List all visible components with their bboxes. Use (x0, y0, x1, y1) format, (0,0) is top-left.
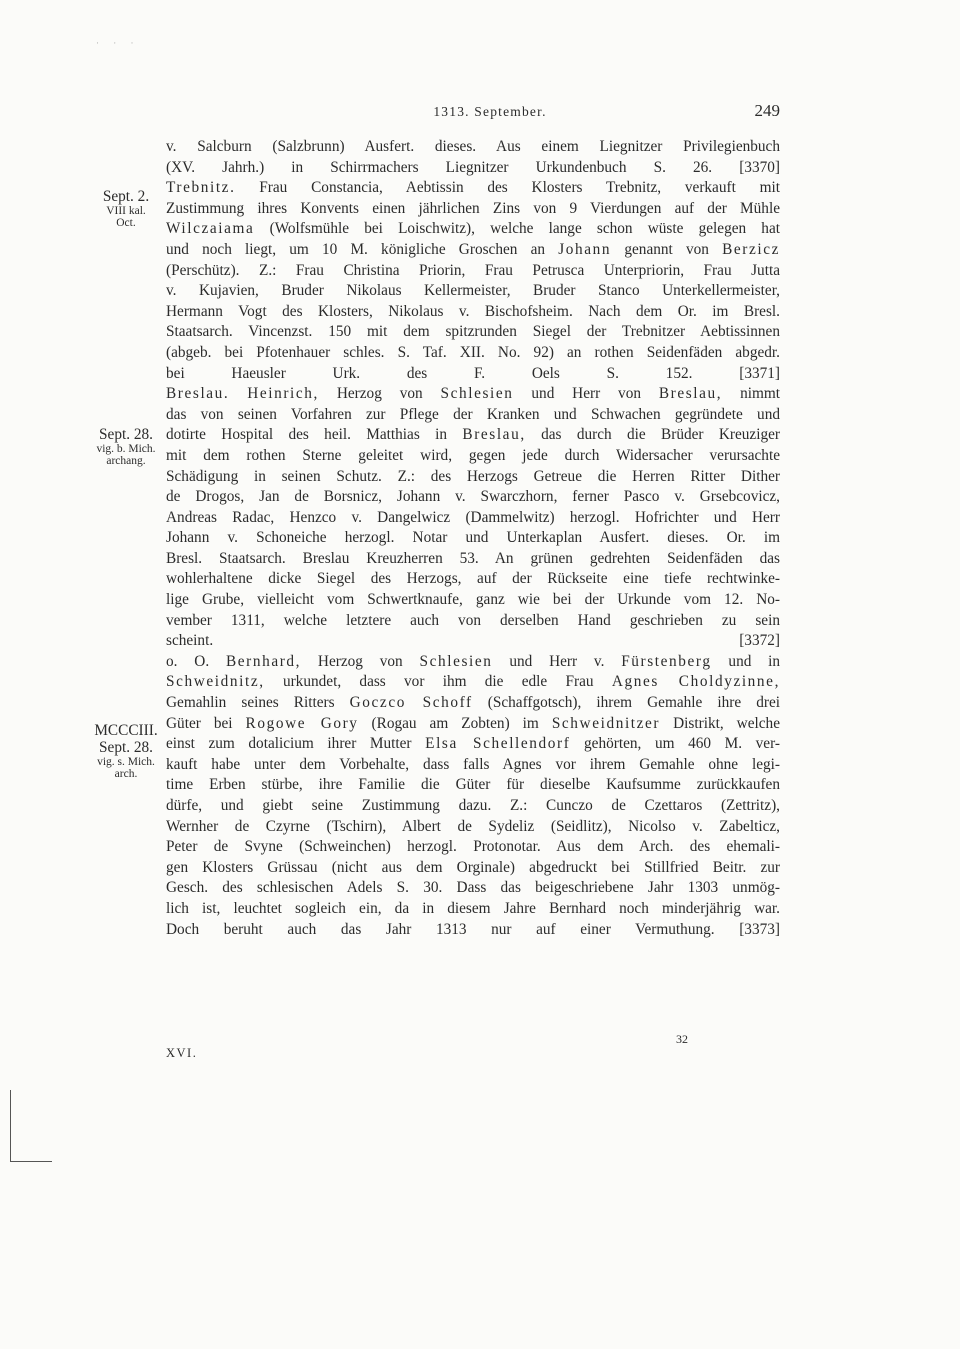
text-segment: Herzog von (317, 652, 403, 670)
entry-number: [3372] (739, 632, 780, 650)
place-name: Fürstenberg (621, 652, 712, 670)
margin-note-sept-2 (90, 188, 162, 229)
text-segment: Gemahlin seines Ritters (166, 694, 335, 712)
text-segment: (Rogau am Zobten) im (371, 714, 539, 732)
text-line (166, 734, 780, 755)
person-name: Johann (558, 240, 612, 258)
text-line (166, 672, 780, 693)
text-segment: und Herr von (531, 385, 641, 403)
text-line: Bresl. Staatsarch. Breslau Kreuzherren 53. An grünen gedrehten Seidenfäden das (166, 549, 780, 567)
person-name: Agnes Choldyzinne, (611, 673, 780, 691)
text-line (166, 178, 780, 199)
place-name: Rogowe Gory (245, 714, 359, 732)
text-segment: (XV. Jahrh.) in Schirrmachers Liegnitzer Urkundenbuch S. 26. (166, 158, 713, 176)
text-segment: das durch die Brüder Kreuziger (541, 426, 780, 444)
entry-3373 (166, 652, 780, 940)
running-title: 1313. September. (433, 104, 547, 119)
place-name: Schlesien (419, 652, 493, 670)
text-segment: Güter bei (166, 714, 233, 732)
person-name: Heinrich, (247, 385, 319, 403)
margin-note-sub: arch. (114, 768, 138, 780)
text-line: v. Kujavien, Bruder Nikolaus Kellermeister, Bruder Stanco Unterkellermeister, (166, 282, 780, 300)
margin-note-sub: VIII kal. (106, 205, 146, 217)
margin-note-mccciii (90, 722, 162, 780)
text-line: v. Salcburn (Salzbrunn) Ausfert. dieses. Aus einem Liegnitzer Privilegienbuch (166, 138, 780, 155)
text-line: mit dem rothen Sterne geleitet wird, gegen jede durch Widersacher verursachte (166, 446, 780, 464)
text-segment: scheint. (166, 632, 214, 650)
text-line: Zustimmung ihres Konvents einen jährlichen Zins von 9 Vierdungen auf der Mühle (166, 199, 780, 217)
text-segment: und Herr v. (509, 652, 605, 670)
text-line: kauft habe unter dem Vorbehalte, dass falls Agnes vor ihrem Gemahle ohne legi- (166, 755, 780, 773)
text-line (166, 240, 780, 261)
margin-note-sub: vig. s. Mich. (97, 756, 155, 768)
text-segment: dotirte Hospital des heil. Matthias in (166, 426, 448, 444)
text-segment: (Schaffgotsch), ihrem Gemahle ihre drei (487, 694, 780, 712)
margin-note-sub: Oct. (116, 217, 136, 229)
entry-3372 (166, 384, 780, 652)
text-line (166, 693, 780, 714)
margin-note-date: Sept. 28. (99, 739, 153, 756)
margin-rule-horizontal (10, 1161, 52, 1162)
text-line (166, 219, 780, 240)
text-segment: (Wolfsmühle bei Loischwitz), welche lange schon wüste gelegen hat (269, 220, 780, 238)
body-text (166, 137, 780, 940)
person-name: Elsa Schellendorf (425, 735, 571, 753)
text-line (166, 364, 780, 385)
text-line: Peter de Svyne (Schweinchen) herzogl. Protonotar. Aus dem Arch. des ehemali- (166, 838, 780, 856)
margin-specks: · · · (96, 38, 140, 48)
place-name: Breslau. (166, 385, 230, 403)
entry-3370 (166, 137, 780, 178)
text-segment: einst zum dotalicium ihrer Mutter (166, 735, 412, 753)
text-line: time Erben stürbe, ihre Familie die Güter für dieselbe Kaufsumme zurückkaufen (166, 776, 780, 794)
text-segment: Frau Constancia, Aebtissin des Klosters Trebnitz, verkauft mit (259, 179, 781, 197)
entry-3371 (166, 178, 780, 384)
place-name: Schlesien (440, 385, 514, 403)
text-segment: nimmt (740, 385, 781, 403)
place-name: Breslau, (658, 385, 723, 403)
text-line: (abgeb. bei Pfotenhauer schles. S. Taf. XII. No. 92) an rothen Seidenfäden abgedr. (166, 343, 780, 361)
text-line: Hermann Vogt des Klosters, Nikolaus v. Bischofsheim. Nach dem Or. im Bresl. (166, 302, 780, 320)
margin-note-sub: archang. (106, 455, 146, 467)
person-name: Bernhard, (225, 652, 302, 670)
text-segment: gehörten, um 460 M. ver- (584, 735, 780, 753)
margin-note-sub: vig. b. Mich. (96, 443, 156, 455)
text-segment: genannt von (624, 240, 709, 258)
place-name: Wilczaiama (166, 220, 255, 238)
text-line (166, 714, 780, 735)
text-line: Gesch. des schlesischen Adels S. 30. Dass das beigeschriebene Jahr 1303 unmög- (166, 879, 780, 897)
sheet-number: 32 (676, 1032, 688, 1046)
margin-note-sept-28 (90, 426, 162, 467)
text-segment: und in (728, 652, 781, 670)
place-name: Schweidnitz, (166, 673, 265, 691)
person-name: Goczco Schoff (349, 694, 473, 712)
text-line: Wernher de Czyrne (Tschirn), Albert de Sydeliz (Seidlitz), Nicolso v. Zabelticz, (166, 817, 780, 835)
text-line: dürfe, und giebt seine Zustimmung dazu. Z.: Cunczo de Czettaros (Zettritz), (166, 797, 780, 814)
place-name: o. O. (166, 652, 210, 670)
entry-number: [3373] (739, 920, 780, 938)
page-number: 249 (754, 101, 780, 120)
place-name: Trebnitz. (166, 179, 236, 197)
place-name: Berzicz (722, 240, 781, 258)
text-line (166, 158, 780, 179)
text-line: (Perschütz). Z.: Frau Christina Priorin, Frau Petrusca Unterpriorin, Frau Jutta (166, 261, 780, 279)
place-name: Schweidnitzer (551, 714, 661, 732)
text-line (166, 652, 780, 673)
text-line (166, 631, 780, 652)
margin-rule-vertical (10, 1090, 11, 1162)
text-line: de Drogos, Jan de Borsnicz, Johann v. Swarczhorn, ferner Pasco v. Grsebcovicz, (166, 488, 780, 506)
text-line: lich ist, leuchtet sogleich ein, da in diesem Jahre Bernhard noch minderjährig war. (166, 899, 780, 917)
entry-number: [3370] (739, 158, 780, 176)
text-line: vember 1311, welche letztere auch von derselben Hand geschrieben zu sein (166, 611, 780, 629)
text-segment: urkundet, dass vor ihm die edle Frau (282, 673, 594, 691)
text-line (166, 920, 780, 941)
text-line: Johann v. Schoneiche herzogl. Notar und Unterkaplan Ausfert. dieses. Or. im (166, 529, 780, 547)
text-line: Staatsarch. Vincenzst. 150 mit dem spitzrunden Siegel der Trebnitzer Aebtissinnen (166, 323, 780, 341)
text-line: Andreas Radac, Henzco v. Dangelwicz (Dammelwitz) herzogl. Hofrichter und Herr (166, 508, 780, 526)
text-line: gen Klosters Grüssau (nicht aus dem Orginale) abgedruckt bei Stillfried Beitr. zur (166, 858, 780, 876)
text-segment: Distrikt, welche (673, 714, 780, 732)
text-segment: und noch liegt, um 10 M. königliche Groschen an (166, 240, 546, 258)
text-line (166, 425, 780, 446)
margin-note-year: MCCCIII. (94, 722, 158, 739)
text-line: das von seinen Vorfahren zur Pflege der Kranken und Schwachen gegründete und (166, 405, 780, 423)
entry-number: [3371] (739, 364, 781, 382)
text-segment: bei Haeusler Urk. des F. Oels S. 152. (166, 364, 693, 382)
text-line (166, 384, 780, 405)
margin-note-date: Sept. 28. (99, 426, 153, 443)
text-segment: Doch beruht auch das Jahr 1313 nur auf einer Vermuthung. (166, 920, 715, 938)
text-line: lige Grube, vielleicht vom Schwertknaufe, ganz wie bei der Urkunde vom 12. No- (166, 591, 780, 609)
text-segment: Herzog von (336, 385, 423, 403)
place-name: Breslau, (462, 426, 526, 444)
text-line: Schädigung in seinen Schutz. Z.: des Herzogs Getreue die Herren Ritter Dither (166, 467, 780, 485)
signature-mark: XVI. (166, 1046, 198, 1060)
text-line: wohlerhaltene dicke Siegel des Herzogs, auf der Rückseite eine tiefe rechtwinke- (166, 570, 780, 588)
margin-note-date: Sept. 2. (102, 188, 150, 205)
